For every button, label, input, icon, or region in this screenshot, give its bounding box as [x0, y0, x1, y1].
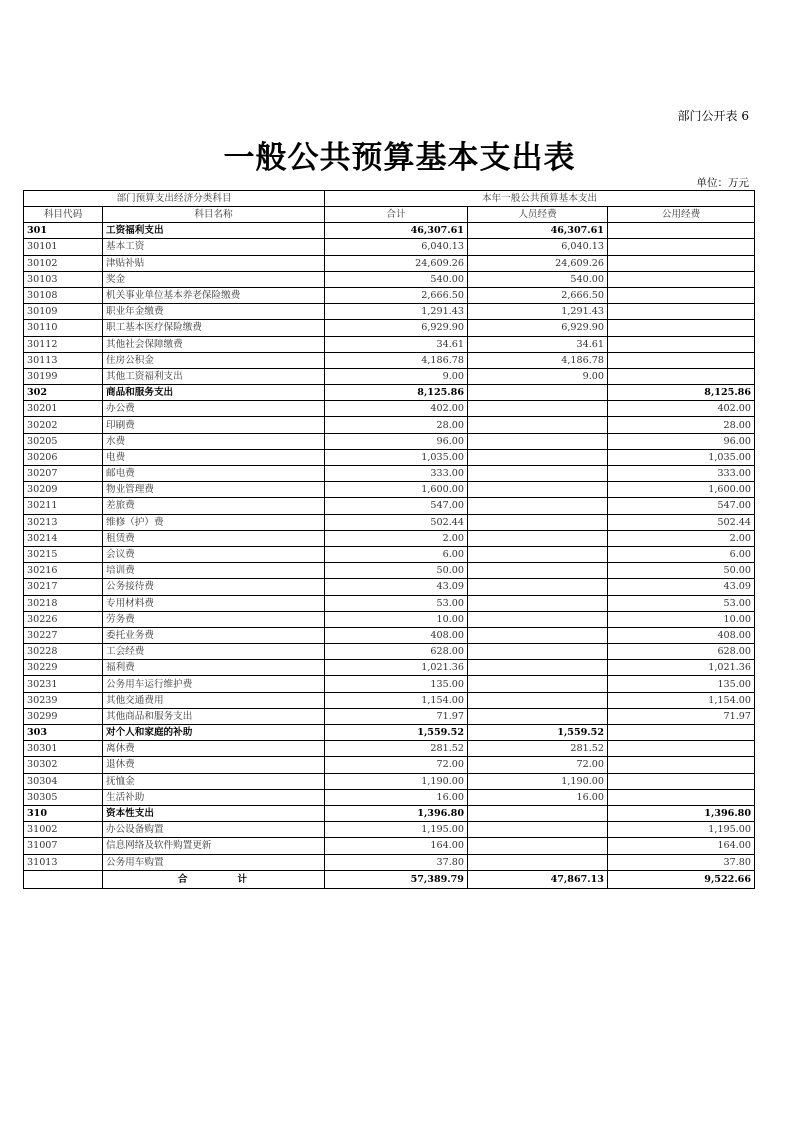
- row-code: 31002: [24, 822, 103, 838]
- total-code-cell: [24, 870, 103, 888]
- row-personnel: [468, 530, 608, 546]
- row-personnel: [468, 854, 608, 870]
- total-personnel: 47,867.13: [468, 870, 608, 888]
- row-total: 281.52: [325, 741, 468, 757]
- row-personnel: 6,929.90: [468, 320, 608, 336]
- row-code: 31007: [24, 838, 103, 854]
- row-code: 30214: [24, 530, 103, 546]
- row-public: 6.00: [608, 546, 755, 562]
- table-row: [24, 255, 755, 271]
- row-name: 电费: [103, 449, 325, 465]
- row-code: 30213: [24, 514, 103, 530]
- row-total: 1,600.00: [325, 482, 468, 498]
- row-code: 30226: [24, 611, 103, 627]
- column-header-public: 公用经费: [608, 207, 755, 223]
- row-personnel: 4,186.78: [468, 352, 608, 368]
- row-name: 奖金: [103, 271, 325, 287]
- row-code: 30202: [24, 417, 103, 433]
- row-total: 6,929.90: [325, 320, 468, 336]
- row-public: 547.00: [608, 498, 755, 514]
- row-code: 30113: [24, 352, 103, 368]
- table-row: [24, 336, 755, 352]
- row-total: 135.00: [325, 676, 468, 692]
- row-name: 会议费: [103, 546, 325, 562]
- row-public: [608, 352, 755, 368]
- row-code: 30108: [24, 287, 103, 303]
- row-public: 8,125.86: [608, 385, 755, 401]
- column-header-code: 科目代码: [24, 207, 103, 223]
- row-code: 30299: [24, 708, 103, 724]
- row-name: 信息网络及软件购置更新: [103, 838, 325, 854]
- table-row: [24, 644, 755, 660]
- row-personnel: 1,559.52: [468, 725, 608, 741]
- row-public: 1,600.00: [608, 482, 755, 498]
- row-total: 540.00: [325, 271, 468, 287]
- row-personnel: 1,291.43: [468, 304, 608, 320]
- row-total: 8,125.86: [325, 385, 468, 401]
- row-total: 34.61: [325, 336, 468, 352]
- row-total: 16.00: [325, 789, 468, 805]
- row-name: 办公费: [103, 401, 325, 417]
- row-code: 31013: [24, 854, 103, 870]
- row-total: 164.00: [325, 838, 468, 854]
- row-public: 71.97: [608, 708, 755, 724]
- row-personnel: 34.61: [468, 336, 608, 352]
- table-row: [24, 498, 755, 514]
- row-code: 30229: [24, 660, 103, 676]
- table-row: [24, 514, 755, 530]
- table-row: [24, 805, 755, 821]
- row-total: 9.00: [325, 368, 468, 384]
- total-public: 9,522.66: [608, 870, 755, 888]
- row-code: 30206: [24, 449, 103, 465]
- row-public: [608, 757, 755, 773]
- row-name: 基本工资: [103, 239, 325, 255]
- row-personnel: [468, 563, 608, 579]
- row-public: 96.00: [608, 433, 755, 449]
- row-personnel: 46,307.61: [468, 223, 608, 239]
- row-total: 72.00: [325, 757, 468, 773]
- row-personnel: 2,666.50: [468, 287, 608, 303]
- table-row: [24, 708, 755, 724]
- row-personnel: [468, 660, 608, 676]
- row-code: 30103: [24, 271, 103, 287]
- row-public: 53.00: [608, 595, 755, 611]
- row-total: 46,307.61: [325, 223, 468, 239]
- table-row: [24, 627, 755, 643]
- row-code: 30215: [24, 546, 103, 562]
- row-code: 30302: [24, 757, 103, 773]
- table-row: [24, 304, 755, 320]
- table-row: [24, 385, 755, 401]
- table-row: [24, 725, 755, 741]
- row-public: 333.00: [608, 466, 755, 482]
- table-row: [24, 352, 755, 368]
- row-total: 333.00: [325, 466, 468, 482]
- row-total: 71.97: [325, 708, 468, 724]
- table-row: [24, 271, 755, 287]
- group-header-row: [24, 191, 755, 207]
- row-name: 工资福利支出: [103, 223, 325, 239]
- row-public: 1,035.00: [608, 449, 755, 465]
- row-personnel: [468, 482, 608, 498]
- row-personnel: [468, 401, 608, 417]
- table-row: [24, 546, 755, 562]
- row-code: 303: [24, 725, 103, 741]
- row-total: 50.00: [325, 563, 468, 579]
- table-row: [24, 854, 755, 870]
- row-public: 135.00: [608, 676, 755, 692]
- row-personnel: 24,609.26: [468, 255, 608, 271]
- row-code: 30209: [24, 482, 103, 498]
- row-name: 津贴补贴: [103, 255, 325, 271]
- row-name: 办公设备购置: [103, 822, 325, 838]
- row-name: 其他交通费用: [103, 692, 325, 708]
- row-public: [608, 304, 755, 320]
- row-name: 公务接待费: [103, 579, 325, 595]
- row-public: [608, 320, 755, 336]
- row-personnel: 281.52: [468, 741, 608, 757]
- table-row: [24, 223, 755, 239]
- row-total: 1,559.52: [325, 725, 468, 741]
- row-personnel: [468, 449, 608, 465]
- row-public: 628.00: [608, 644, 755, 660]
- row-personnel: 540.00: [468, 271, 608, 287]
- table-row: [24, 239, 755, 255]
- row-personnel: [468, 708, 608, 724]
- row-public: [608, 255, 755, 271]
- row-personnel: [468, 692, 608, 708]
- row-code: 301: [24, 223, 103, 239]
- row-code: 310: [24, 805, 103, 821]
- row-personnel: [468, 514, 608, 530]
- row-total: 628.00: [325, 644, 468, 660]
- row-public: 402.00: [608, 401, 755, 417]
- row-name: 水费: [103, 433, 325, 449]
- group-header-right: 本年一般公共预算基本支出: [325, 191, 755, 207]
- row-name: 培训费: [103, 563, 325, 579]
- table-row: [24, 368, 755, 384]
- table-row: [24, 676, 755, 692]
- row-code: 30211: [24, 498, 103, 514]
- row-name: 印刷费: [103, 417, 325, 433]
- row-name: 工会经费: [103, 644, 325, 660]
- row-name: 住房公积金: [103, 352, 325, 368]
- row-name: 对个人和家庭的补助: [103, 725, 325, 741]
- row-total: 2,666.50: [325, 287, 468, 303]
- row-public: 408.00: [608, 627, 755, 643]
- total-label: [103, 870, 325, 888]
- row-code: 30102: [24, 255, 103, 271]
- unit-label: 单位：万元: [696, 177, 749, 189]
- row-name: 公务用车运行维护费: [103, 676, 325, 692]
- table-row: [24, 530, 755, 546]
- row-public: 50.00: [608, 563, 755, 579]
- total-row: [24, 870, 755, 888]
- row-name: 资本性支出: [103, 805, 325, 821]
- row-name: 其他商品和服务支出: [103, 708, 325, 724]
- row-name: 抚恤金: [103, 773, 325, 789]
- table-row: [24, 595, 755, 611]
- row-code: 30301: [24, 741, 103, 757]
- row-total: 402.00: [325, 401, 468, 417]
- table-row: [24, 789, 755, 805]
- row-name: 离休费: [103, 741, 325, 757]
- row-code: 30216: [24, 563, 103, 579]
- row-total: 1,291.43: [325, 304, 468, 320]
- row-total: 502.44: [325, 514, 468, 530]
- row-total: 4,186.78: [325, 352, 468, 368]
- row-total: 10.00: [325, 611, 468, 627]
- row-total: 547.00: [325, 498, 468, 514]
- row-personnel: [468, 805, 608, 821]
- table-row: [24, 773, 755, 789]
- row-code: 30201: [24, 401, 103, 417]
- total-label-left: 合: [177, 873, 190, 885]
- column-header-personnel: 人员经费: [468, 207, 608, 223]
- row-personnel: 16.00: [468, 789, 608, 805]
- row-public: [608, 271, 755, 287]
- row-code: 30207: [24, 466, 103, 482]
- row-personnel: [468, 498, 608, 514]
- row-name: 公务用车购置: [103, 854, 325, 870]
- table-row: [24, 482, 755, 498]
- row-total: 408.00: [325, 627, 468, 643]
- row-public: 10.00: [608, 611, 755, 627]
- row-total: 1,035.00: [325, 449, 468, 465]
- row-public: 1,195.00: [608, 822, 755, 838]
- row-code: 30112: [24, 336, 103, 352]
- row-name: 劳务费: [103, 611, 325, 627]
- row-code: 30101: [24, 239, 103, 255]
- table-row: [24, 449, 755, 465]
- row-name: 福利费: [103, 660, 325, 676]
- row-name: 其他社会保障缴费: [103, 336, 325, 352]
- row-name: 职业年金缴费: [103, 304, 325, 320]
- row-public: [608, 789, 755, 805]
- row-personnel: 9.00: [468, 368, 608, 384]
- row-code: 30231: [24, 676, 103, 692]
- row-name: 退休费: [103, 757, 325, 773]
- row-total: 1,396.80: [325, 805, 468, 821]
- row-public: 1,154.00: [608, 692, 755, 708]
- row-public: [608, 725, 755, 741]
- row-name: 机关事业单位基本养老保险缴费: [103, 287, 325, 303]
- row-personnel: [468, 466, 608, 482]
- row-code: 302: [24, 385, 103, 401]
- row-public: 1,021.36: [608, 660, 755, 676]
- row-public: 2.00: [608, 530, 755, 546]
- row-personnel: [468, 546, 608, 562]
- row-name: 商品和服务支出: [103, 385, 325, 401]
- row-code: 30199: [24, 368, 103, 384]
- row-personnel: 72.00: [468, 757, 608, 773]
- row-code: 30227: [24, 627, 103, 643]
- row-name: 物业管理费: [103, 482, 325, 498]
- table-row: [24, 563, 755, 579]
- row-code: 30109: [24, 304, 103, 320]
- total-sum: 57,389.79: [325, 870, 468, 888]
- row-name: 委托业务费: [103, 627, 325, 643]
- row-public: 164.00: [608, 838, 755, 854]
- table-row: [24, 579, 755, 595]
- row-name: 生活补助: [103, 789, 325, 805]
- row-total: 28.00: [325, 417, 468, 433]
- row-name: 维修（护）费: [103, 514, 325, 530]
- table-row: [24, 692, 755, 708]
- table-row: [24, 822, 755, 838]
- table-row: [24, 320, 755, 336]
- column-header-total: 合计: [325, 207, 468, 223]
- row-personnel: [468, 417, 608, 433]
- table-row: [24, 741, 755, 757]
- row-personnel: [468, 433, 608, 449]
- table-row: [24, 417, 755, 433]
- row-personnel: [468, 676, 608, 692]
- row-total: 1,190.00: [325, 773, 468, 789]
- column-header-row: [24, 207, 755, 223]
- row-total: 37.80: [325, 854, 468, 870]
- row-total: 6.00: [325, 546, 468, 562]
- row-total: 1,154.00: [325, 692, 468, 708]
- row-personnel: [468, 838, 608, 854]
- row-name: 邮电费: [103, 466, 325, 482]
- row-total: 24,609.26: [325, 255, 468, 271]
- row-personnel: [468, 627, 608, 643]
- row-total: 1,195.00: [325, 822, 468, 838]
- row-total: 53.00: [325, 595, 468, 611]
- row-public: 28.00: [608, 417, 755, 433]
- row-public: 1,396.80: [608, 805, 755, 821]
- table-row: [24, 287, 755, 303]
- row-total: 2.00: [325, 530, 468, 546]
- table-row: [24, 401, 755, 417]
- row-public: [608, 741, 755, 757]
- table-row: [24, 611, 755, 627]
- row-personnel: [468, 611, 608, 627]
- row-public: [608, 773, 755, 789]
- row-public: 502.44: [608, 514, 755, 530]
- row-public: 37.80: [608, 854, 755, 870]
- total-label-right: 计: [237, 873, 250, 885]
- row-name: 专用材料费: [103, 595, 325, 611]
- row-code: 30239: [24, 692, 103, 708]
- row-public: [608, 223, 755, 239]
- row-total: 1,021.36: [325, 660, 468, 676]
- row-code: 30218: [24, 595, 103, 611]
- row-personnel: [468, 385, 608, 401]
- table-row: [24, 838, 755, 854]
- table-number-label: 部门公开表 6: [677, 109, 749, 123]
- row-total: 96.00: [325, 433, 468, 449]
- row-public: 43.09: [608, 579, 755, 595]
- row-personnel: 6,040.13: [468, 239, 608, 255]
- row-code: 30305: [24, 789, 103, 805]
- budget-expenditure-table: [23, 190, 755, 889]
- row-code: 30217: [24, 579, 103, 595]
- row-name: 租赁费: [103, 530, 325, 546]
- row-name: 差旅费: [103, 498, 325, 514]
- row-public: [608, 368, 755, 384]
- row-personnel: 1,190.00: [468, 773, 608, 789]
- row-personnel: [468, 822, 608, 838]
- row-total: 6,040.13: [325, 239, 468, 255]
- row-code: 30304: [24, 773, 103, 789]
- row-public: [608, 336, 755, 352]
- row-personnel: [468, 579, 608, 595]
- row-code: 30228: [24, 644, 103, 660]
- row-personnel: [468, 644, 608, 660]
- row-total: 43.09: [325, 579, 468, 595]
- row-public: [608, 287, 755, 303]
- row-public: [608, 239, 755, 255]
- table-row: [24, 660, 755, 676]
- table-row: [24, 757, 755, 773]
- row-code: 30110: [24, 320, 103, 336]
- table-row: [24, 466, 755, 482]
- row-personnel: [468, 595, 608, 611]
- row-name: 其他工资福利支出: [103, 368, 325, 384]
- row-name: 职工基本医疗保险缴费: [103, 320, 325, 336]
- group-header-left: 部门预算支出经济分类科目: [24, 191, 325, 207]
- column-header-name: 科目名称: [103, 207, 325, 223]
- page-title: 一般公共预算基本支出表: [223, 140, 576, 176]
- row-code: 30205: [24, 433, 103, 449]
- table-row: [24, 433, 755, 449]
